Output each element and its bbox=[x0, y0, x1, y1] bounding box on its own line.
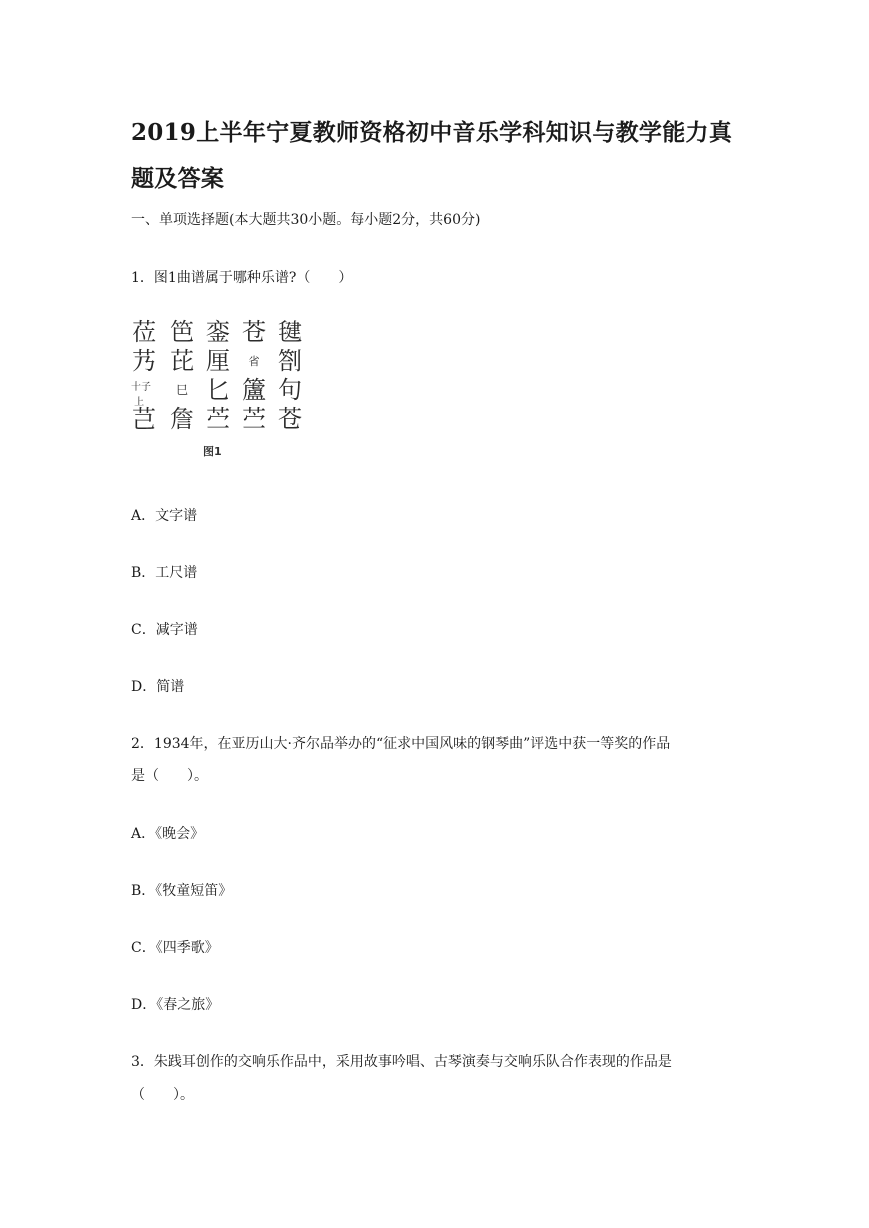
score-glyph-column: 莅 艿 芑 bbox=[132, 318, 156, 433]
score-glyph-column: 苍 省 籚 苎 bbox=[242, 318, 266, 433]
question-1-stem: 1．图1曲谱属于哪种乐谱?（ ） bbox=[131, 270, 353, 286]
question-1-option-a: A．文字谱 bbox=[131, 508, 198, 524]
section-heading: 一、单项选择题(本大题共30小题。每小题2分，共60分) bbox=[131, 212, 481, 228]
question-2-stem-line-2: 是（ ）。 bbox=[131, 768, 208, 784]
question-2-stem-line-1: 2．1934年，在亚历山大·齐尔品举办的“征求中国风味的钢琴曲”评选中获一等奖的作品 bbox=[131, 736, 671, 752]
question-2-option-d: D．《春之旅》 bbox=[131, 997, 220, 1013]
figure-1-score-image bbox=[131, 318, 306, 458]
score-glyph-column: 毽 劄 句 苍 bbox=[278, 318, 302, 433]
question-1-option-c: C．减字谱 bbox=[131, 622, 198, 638]
score-glyph-column: 銮 厘 匕 苎 bbox=[206, 318, 230, 433]
question-3-stem-line-1: 3．朱践耳创作的交响乐作品中，采用故事吟唱、古琴演奏与交响乐队合作表现的作品是 bbox=[131, 1054, 672, 1070]
score-fingering-note: 十子 上 bbox=[131, 382, 151, 408]
question-2-option-a: A．《晚会》 bbox=[131, 826, 205, 842]
question-2-option-b: B．《牧童短笛》 bbox=[131, 883, 233, 899]
question-2-option-c: C．《四季歌》 bbox=[131, 940, 219, 956]
question-1-option-b: B．工尺谱 bbox=[131, 565, 198, 581]
question-3-stem-line-2: （ ）。 bbox=[131, 1087, 194, 1103]
figure-1-caption: 图1 bbox=[203, 445, 222, 458]
question-1-option-d: D．简谱 bbox=[131, 679, 185, 695]
score-glyph-column: 笆 芘 巳 詹 bbox=[170, 318, 194, 433]
page-title: 2019上半年宁夏教师资格初中音乐学科知识与教学能力真题及答案 bbox=[131, 119, 733, 192]
